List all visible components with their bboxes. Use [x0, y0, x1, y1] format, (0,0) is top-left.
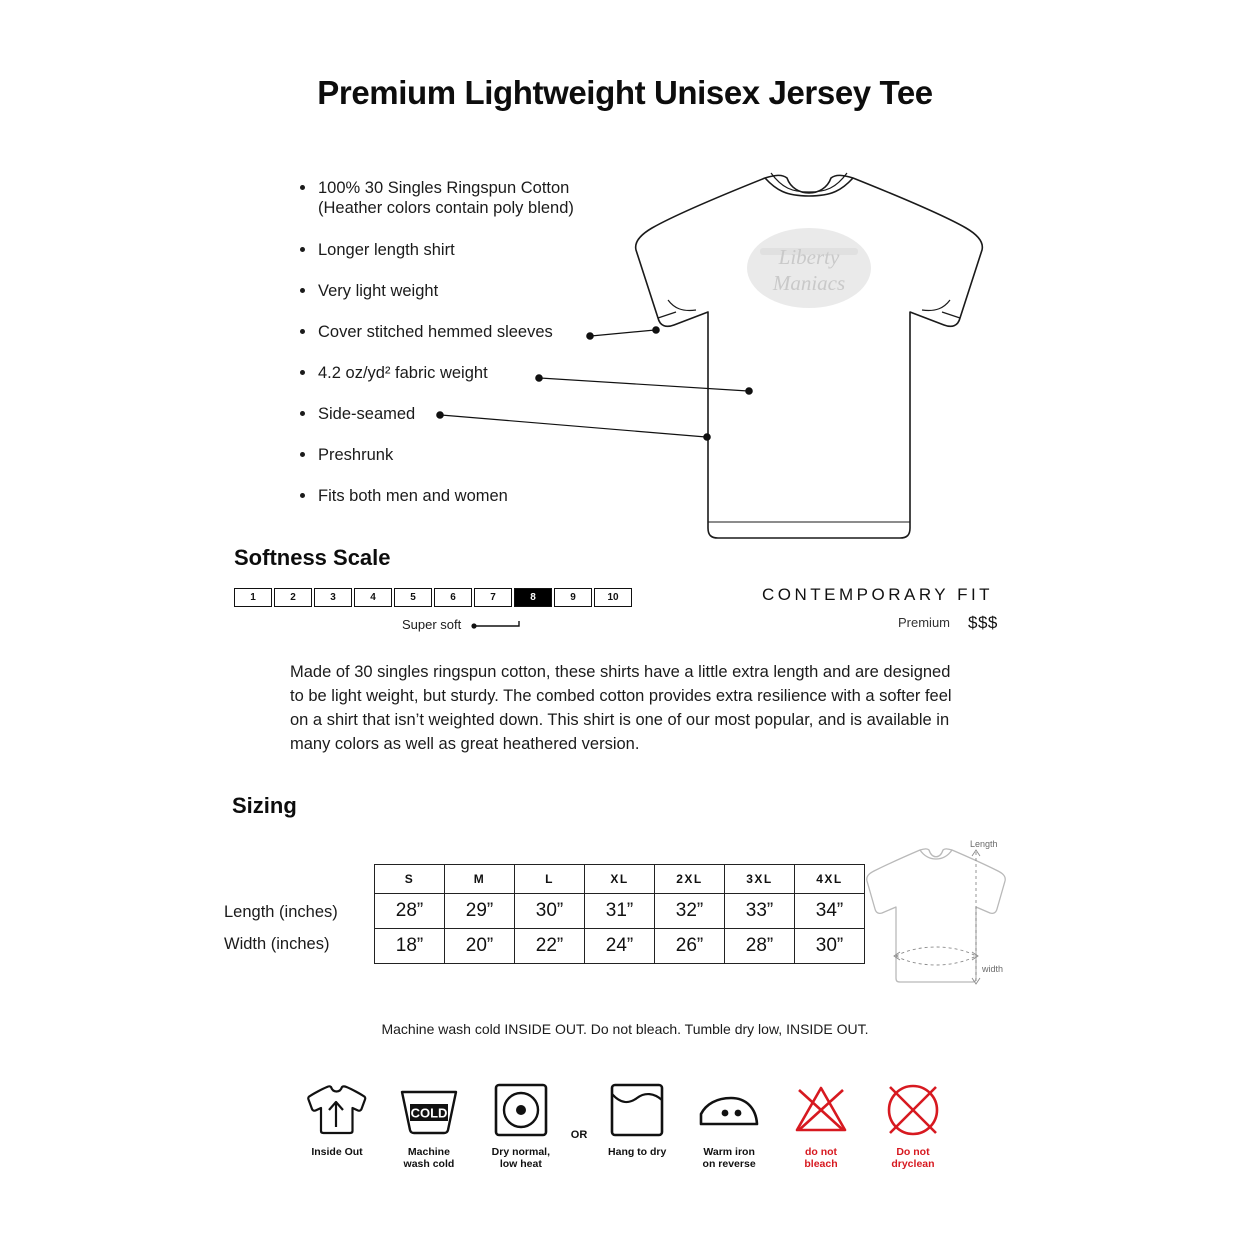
feature-text: Longer length shirt [318, 241, 455, 259]
care-caption [479, 1146, 563, 1170]
care-caption-line2: bleach [804, 1158, 838, 1170]
width-xl: 24” [585, 929, 655, 964]
scale-cell-10: 10 [594, 588, 632, 607]
scale-cell-1: 1 [234, 588, 272, 607]
length-l: 30” [515, 894, 585, 929]
feature-subtext: (Heather colors contain poly blend) [318, 199, 574, 217]
do-not-dryclean-icon [871, 1078, 955, 1142]
measurement-diagram [858, 838, 1028, 988]
size-col-xl: XL [585, 865, 655, 894]
list-item [296, 178, 626, 218]
price-dollars: $$$ [968, 613, 998, 632]
list-item [296, 322, 626, 342]
care-caption-line1: Machine [407, 1146, 450, 1158]
or-separator-label: OR [570, 1129, 588, 1141]
length-s: 28” [375, 894, 445, 929]
machine-wash-cold-icon [387, 1078, 471, 1142]
diagram-length-label: Length [970, 839, 998, 849]
list-item [296, 281, 626, 301]
size-col-s: S [375, 865, 445, 894]
list-item [296, 404, 626, 424]
list-item [296, 363, 626, 383]
care-caption [687, 1146, 771, 1170]
size-row-label-width: Width (inches) [224, 935, 330, 953]
price-tier [898, 613, 998, 632]
care-caption: Hang to dry [608, 1146, 667, 1158]
feature-text: Cover stitched hemmed sleeves [318, 323, 553, 341]
feature-text: 100% 30 Singles Ringspun Cotton [318, 179, 570, 197]
scale-cell-6: 6 [434, 588, 472, 607]
width-2xl: 26” [655, 929, 725, 964]
table-row [375, 894, 865, 929]
inside-out-icon [295, 1078, 379, 1142]
width-l: 22” [515, 929, 585, 964]
shirt-logo-line2: Maniacs [772, 271, 846, 295]
page-title: Premium Lightweight Unisex Jersey Tee [317, 74, 933, 111]
scale-cell-4: 4 [354, 588, 392, 607]
sizing-heading: Sizing [232, 793, 297, 818]
scale-cell-7: 7 [474, 588, 512, 607]
length-m: 29” [445, 894, 515, 929]
feature-text: Preshrunk [318, 446, 394, 464]
feature-text: Very light weight [318, 282, 439, 300]
care-caption: Inside Out [311, 1146, 363, 1158]
care-do-not-bleach [779, 1078, 863, 1170]
price-tier-label: Premium [898, 615, 951, 630]
size-col-m: M [445, 865, 515, 894]
hang-to-dry-icon [595, 1078, 679, 1142]
warm-iron-reverse-icon [687, 1078, 771, 1142]
care-caption-line2: wash cold [403, 1158, 455, 1170]
cold-badge-text: COLD [410, 1105, 448, 1121]
scale-cell-8-active: 8 [514, 588, 552, 607]
scale-cell-9: 9 [554, 588, 592, 607]
product-description: Made of 30 singles ringspun cotton, these shirts have a little extra length and are designed to be light weight, but sturdy. The combed cotton provides extra resilience with a softer feel on a shirt that isn’t weighted down. This shirt is one of our most popular, and is available in many colors as well as great heathered version. [290, 663, 952, 753]
dry-normal-low-heat-icon [479, 1078, 563, 1142]
care-caption-line2: dryclean [891, 1158, 935, 1170]
super-soft-marker [402, 617, 531, 632]
care-caption-line1: Warm iron [703, 1146, 755, 1158]
care-machine-wash-cold [387, 1078, 471, 1170]
length-3xl: 33” [725, 894, 795, 929]
width-m: 20” [445, 929, 515, 964]
super-soft-pointer-icon [471, 620, 531, 632]
size-table [374, 864, 865, 964]
size-col-4xl: 4XL [795, 865, 865, 894]
size-col-3xl: 3XL [725, 865, 795, 894]
scale-cell-2: 2 [274, 588, 312, 607]
scale-cell-5: 5 [394, 588, 432, 607]
width-4xl: 30” [795, 929, 865, 964]
tshirt-svg [600, 160, 1030, 560]
care-caption [871, 1146, 955, 1170]
care-caption-line2: low heat [499, 1158, 542, 1170]
care-caption-line2: on reverse [702, 1158, 756, 1170]
feature-text: Side-seamed [318, 405, 416, 423]
care-icon-row [295, 1078, 955, 1170]
list-item [296, 486, 626, 506]
softness-scale [234, 588, 634, 607]
diagram-width-label: width [982, 964, 1004, 974]
table-header-row [375, 865, 865, 894]
care-caption-line1: do not [804, 1146, 838, 1158]
size-col-2xl: 2XL [655, 865, 725, 894]
care-caption [779, 1146, 863, 1170]
feature-text: 4.2 oz/yd² fabric weight [318, 364, 488, 382]
fit-label: CONTEMPORARY FIT [762, 585, 994, 604]
list-item [296, 445, 626, 465]
tshirt-illustration [600, 160, 1030, 560]
width-s: 18” [375, 929, 445, 964]
super-soft-label: Super soft [402, 617, 462, 632]
care-dry-normal-low-heat [479, 1078, 563, 1170]
care-caption-line1: Do not [896, 1146, 930, 1158]
size-row-label-length: Length (inches) [224, 903, 338, 921]
size-col-l: L [515, 865, 585, 894]
length-xl: 31” [585, 894, 655, 929]
care-hang-to-dry [595, 1078, 679, 1158]
scale-cell-3: 3 [314, 588, 352, 607]
care-inside-out [295, 1078, 379, 1158]
length-4xl: 34” [795, 894, 865, 929]
care-instructions-text: Machine wash cold INSIDE OUT. Do not bleach. Tumble dry low, INSIDE OUT. [381, 1021, 869, 1037]
feature-text: Fits both men and women [318, 487, 508, 505]
care-warm-iron-on-reverse [687, 1078, 771, 1170]
care-do-not-dryclean [871, 1078, 955, 1170]
length-2xl: 32” [655, 894, 725, 929]
care-caption [387, 1146, 471, 1170]
care-caption-line1: Dry normal, [491, 1146, 551, 1158]
feature-list [296, 178, 626, 527]
softness-scale-heading: Softness Scale [234, 545, 391, 570]
width-3xl: 28” [725, 929, 795, 964]
shirt-logo-line1: Liberty [778, 245, 840, 269]
table-row [375, 929, 865, 964]
do-not-bleach-icon [779, 1078, 863, 1142]
list-item [296, 240, 626, 260]
measurement-diagram-svg [858, 838, 1028, 998]
